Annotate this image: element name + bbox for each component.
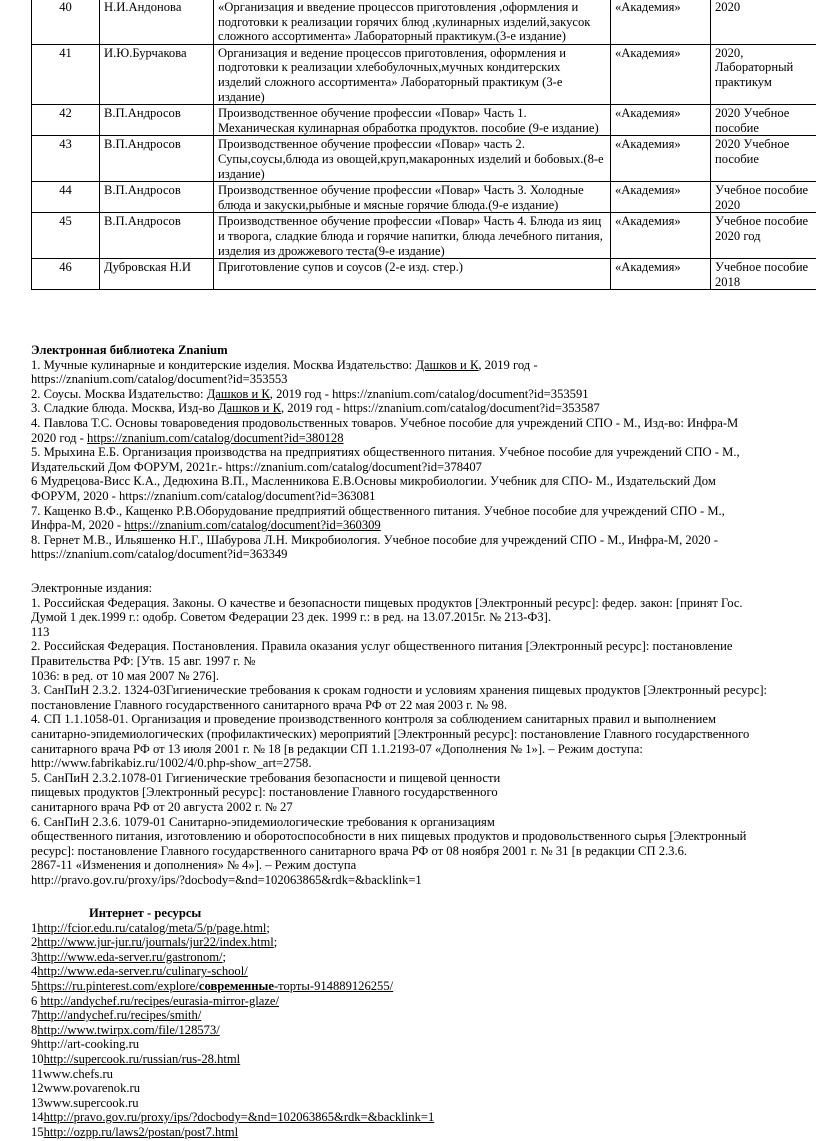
znanium-heading: Электронная библиотека Znanium bbox=[31, 343, 228, 357]
edition-6-cont2: ресурс]: постановление Главного государственного санитарного врача РФ от 08 ноября 2001 г. № 31 [в редакции СП 2.3.6. bbox=[31, 843, 688, 858]
internet-item bbox=[31, 1023, 791, 1038]
item-text: Инфра-М, 2020 - bbox=[31, 518, 125, 533]
resource-link[interactable]: http://andychef.ru/recipes/smith/ bbox=[37, 1008, 202, 1023]
internet-list bbox=[31, 921, 791, 1140]
literature-table-body bbox=[32, 0, 816, 290]
cell-num: 40 bbox=[32, 0, 100, 44]
internet-item bbox=[31, 994, 791, 1009]
electronic-editions-section bbox=[31, 581, 791, 887]
znanium-item-8-cont: https://znanium.com/catalog/document?id=363349 bbox=[31, 547, 288, 562]
cell-author: В.П.Андросов bbox=[100, 182, 214, 213]
resource-link[interactable]: https://ru.pinterest.com/explore/ bbox=[37, 978, 199, 993]
resource-link[interactable]: http://pravo.gov.ru/proxy/ips/?docbody=&nd=102063865&rdk=&backlink=1 bbox=[43, 1110, 435, 1125]
internet-item bbox=[31, 964, 791, 979]
znanium-item-7: 7. Кащенко В.Ф., Кащенко Р.В.Оборудование предприятий общественного питания. Учебное пособие для учреждений СПО - М., bbox=[31, 503, 725, 518]
cell-author: В.П.Андросов bbox=[100, 105, 214, 136]
znanium-item-1-url: https://znanium.com/catalog/document?id=353553 bbox=[31, 372, 288, 387]
cell-num: 43 bbox=[32, 136, 100, 182]
resource-link[interactable]: http://fcior.edu.ru/catalog/meta/5/p/page.html bbox=[37, 920, 267, 935]
znanium-item-4: 4. Павлова Т.С. Основы товароведения продовольственных товаров. Учебное пособие для учреждений СПО - М., Изд-во: Инфра-М bbox=[31, 415, 739, 430]
item-number: 15 bbox=[31, 1124, 44, 1139]
item-number: 14 bbox=[31, 1110, 44, 1125]
edition-1-page: 113 bbox=[31, 624, 50, 639]
edition-2-cont: Правительства РФ: [Утв. 15 авг. 1997 г. № bbox=[31, 653, 256, 668]
internet-item bbox=[31, 935, 791, 950]
item-number: 8 bbox=[31, 1022, 38, 1037]
item-number: 11 bbox=[31, 1066, 44, 1081]
znanium-item-6: 6 Мудрецова-Висс К.А., Дедюхина В.П., Масленникова Е.В.Основы микробиологии. Учебник для СПО- М., Издательский Дом bbox=[31, 474, 716, 489]
item-number: 6 bbox=[31, 993, 41, 1008]
edition-1: 1. Российская Федерация. Законы. О качестве и безопасности пищевых продуктов [Электронный ресурс]: федер. закон: [принят Гос. bbox=[31, 595, 743, 610]
znanium-item-2 bbox=[31, 387, 791, 402]
znanium-item-5: 5. Мрыхина Е.Б. Организация производства на предприятиях общественного питания. Учебное пособие для учреждений СПО - М., bbox=[31, 445, 740, 460]
znanium-item-5-cont: Издательский Дом ФОРУМ, 2021г.- https://znanium.com/catalog/document?id=378407 bbox=[31, 459, 482, 474]
cell-year: 2020 bbox=[711, 0, 816, 44]
cell-year: 2020, Лабораторный практикум bbox=[711, 44, 816, 104]
cell-publisher: «Академия» bbox=[611, 259, 711, 290]
edition-5-cont2: санитарного врача РФ от 20 августа 2002 г. № 27 bbox=[31, 799, 293, 814]
cell-publisher: «Академия» bbox=[611, 136, 711, 182]
cell-publisher: «Академия» bbox=[611, 44, 711, 104]
editions-heading: Электронные издания: bbox=[31, 581, 153, 595]
edition-3: 3. СанПиН 2.3.2. 1324-03Гигиенические требования к срокам годности и условиям хранения пищевых продуктов [Электронный ресурс]: bbox=[31, 683, 768, 698]
internet-resources-section bbox=[31, 906, 791, 1140]
table-row bbox=[32, 136, 816, 182]
item-number: 9 bbox=[31, 1037, 38, 1052]
cell-publisher: «Академия» bbox=[611, 182, 711, 213]
edition-1-cont: Думой 1 дек.1999 г.: одобр. Советом Федерации 23 дек. 1999 г.: в ред. на 13.07.2015г. № 213-ФЗ]. bbox=[31, 610, 551, 625]
znanium-item-8: 8. Гернет М.В., Ильяшенко Н.Г., Шабурова Л.Н. Микробиология. Учебное пособие для учреждений СПО - М., Инфра-М, 2020 - bbox=[31, 532, 718, 547]
item-number: 2 bbox=[31, 935, 38, 950]
resource-link[interactable]: http://www.eda-server.ru/culinary-school/ bbox=[37, 964, 248, 979]
znanium-section bbox=[31, 343, 791, 562]
internet-item bbox=[31, 1067, 791, 1082]
internet-item bbox=[31, 1052, 791, 1067]
item-number: 3 bbox=[31, 949, 38, 964]
item-text: , 2019 год - https://znanium.com/catalog/document?id=353587 bbox=[280, 401, 600, 416]
publisher-link[interactable]: Дашков и К bbox=[217, 401, 281, 416]
table-row bbox=[32, 44, 816, 104]
item-number: 12 bbox=[31, 1081, 44, 1096]
table-row bbox=[32, 213, 816, 259]
znanium-link[interactable]: https://znanium.com/catalog/document?id=380128 bbox=[87, 430, 344, 445]
cell-author: Н.И.Андонова bbox=[100, 0, 214, 44]
znanium-item-7-cont bbox=[31, 518, 791, 533]
edition-2: 2. Российская Федерация. Постановления. Правила оказания услуг общественного питания [Электронный ресурс]: постановление bbox=[31, 639, 733, 654]
cell-year: Учебное пособие 2018 bbox=[711, 259, 816, 290]
internet-item bbox=[31, 1110, 791, 1125]
internet-item bbox=[31, 921, 791, 936]
internet-item bbox=[31, 1008, 791, 1023]
item-text: 2. Соусы. Москва Издательство: bbox=[31, 386, 207, 401]
resource-link-tail[interactable]: -торты-914889126255/ bbox=[273, 978, 394, 993]
znanium-item-4-cont bbox=[31, 431, 791, 446]
resource-url: www.povarenok.ru bbox=[43, 1081, 141, 1096]
publisher-link[interactable]: Дашков и К bbox=[415, 357, 479, 372]
znanium-item-3 bbox=[31, 401, 791, 416]
cell-year: Учебное пособие 2020 год bbox=[711, 213, 816, 259]
resource-link-bold[interactable]: современные bbox=[198, 978, 274, 993]
internet-item bbox=[31, 1081, 791, 1096]
publisher-link[interactable]: Дашков и К bbox=[206, 386, 270, 401]
cell-title: Приготовление супов и соусов (2-е изд. стер.) bbox=[214, 259, 611, 290]
item-text: 2020 год - bbox=[31, 430, 88, 445]
item-text: , 2019 год - bbox=[478, 357, 538, 372]
cell-title: Производственное обучение профессии «Повар» Часть 3. Холодные блюда и закуски,рыбные и мясные горячие блюда.(9-е издание) bbox=[214, 182, 611, 213]
item-punct: ; bbox=[273, 935, 278, 950]
item-text: , 2019 год - https://znanium.com/catalog/document?id=353591 bbox=[269, 386, 589, 401]
cell-num: 41 bbox=[32, 44, 100, 104]
cell-title: Производственное обучение профессии «Повар» Часть 4. Блюда из яиц и творога, сладкие блюда и горячие напитки, блюда лечебного питания, изделия из дрожжевого теста(9-е издание) bbox=[214, 213, 611, 259]
item-number: 4 bbox=[31, 964, 38, 979]
edition-6: 6. СанПиН 2.3.6. 1079-01 Санитарно-эпидемиологические требования к организациям bbox=[31, 814, 495, 829]
internet-item bbox=[31, 979, 791, 994]
item-number: 7 bbox=[31, 1008, 38, 1023]
internet-item bbox=[31, 1037, 791, 1052]
cell-title: Производственное обучение профессии «Повар» Часть 1. Механическая кулинарная обработка продуктов. пособие (9-е издание) bbox=[214, 105, 611, 136]
edition-4: 4. СП 1.1.1058-01. Организация и проведение производственного контроля за соблюдением санитарных правил и выполнением bbox=[31, 712, 716, 727]
item-number: 5 bbox=[31, 978, 38, 993]
table-row bbox=[32, 259, 816, 290]
znanium-item-6-cont: ФОРУМ, 2020 - https://znanium.com/catalog/document?id=363081 bbox=[31, 488, 376, 503]
item-number: 10 bbox=[31, 1051, 44, 1066]
item-number: 1 bbox=[31, 920, 38, 935]
edition-5: 5. СанПиН 2.3.2.1078-01 Гигиенические требования безопасности и пищевой ценности bbox=[31, 770, 501, 785]
znanium-link[interactable]: https://znanium.com/catalog/document?id=360309 bbox=[124, 518, 381, 533]
cell-publisher: «Академия» bbox=[611, 0, 711, 44]
cell-num: 45 bbox=[32, 213, 100, 259]
edition-4-cont: санитарно-эпидемиологических (профилактических) мероприятий [Электронный ресурс]: постановление Главного государственного bbox=[31, 726, 750, 741]
table-row bbox=[32, 0, 816, 44]
edition-3-cont: постановление Главного государственного санитарного врача РФ от 22 мая 2003 г. № 98. bbox=[31, 697, 508, 712]
cell-title: «Организация и введение процессов приготовления ,оформления и подготовки к реализации горячих блюд ,кулинарных изделий,закусок сложного ассортимента» Лабораторный практикум.(3-е издание) bbox=[214, 0, 611, 44]
resource-url: http://art-cooking.ru bbox=[37, 1037, 140, 1052]
resource-link[interactable]: http://www.jur-jur.ru/journals/jur22/index.html bbox=[37, 935, 274, 950]
item-number: 13 bbox=[31, 1095, 44, 1110]
edition-6-cont: общественного питания, изготовлению и оборотоспособности в них пищевых продуктов и продовольственного сырья [Электронный bbox=[31, 829, 747, 844]
znanium-item-1 bbox=[31, 358, 791, 373]
table-row bbox=[32, 182, 816, 213]
cell-publisher: «Академия» bbox=[611, 105, 711, 136]
item-text: 1. Мучные кулинарные и кондитерские изделия. Москва Издательство: bbox=[31, 357, 416, 372]
cell-author: В.П.Андросов bbox=[100, 213, 214, 259]
resource-url: www.supercook.ru bbox=[43, 1095, 139, 1110]
resource-url: www.chefs.ru bbox=[43, 1066, 113, 1081]
cell-title: Производственное обучение профессии «Повар» часть 2. Супы,соусы,блюда из овощей,круп,макаронных изделий и бобовых.(8-е издание) bbox=[214, 136, 611, 182]
internet-item bbox=[31, 1096, 791, 1111]
resource-link[interactable]: http://andychef.ru/recipes/eurasia-mirror-glaze/ bbox=[40, 993, 280, 1008]
item-punct: ; bbox=[266, 920, 270, 935]
literature-table bbox=[31, 0, 816, 290]
resource-link[interactable]: http://www.eda-server.ru/gastronom/ bbox=[37, 949, 223, 964]
edition-6-cont3: 2867-11 «Изменения и дополнения» № 4»]. – Режим доступа bbox=[31, 858, 357, 873]
edition-4-url: http://www.fabrikabiz.ru/1002/4/0.php-show_art=2758. bbox=[31, 756, 312, 771]
internet-item bbox=[31, 1125, 791, 1140]
cell-author: Дубровская Н.И bbox=[100, 259, 214, 290]
item-text: 3. Сладкие блюда. Москва, Изд-во bbox=[31, 401, 218, 416]
cell-year: Учебное пособие 2020 bbox=[711, 182, 816, 213]
cell-year: 2020 Учебное пособие bbox=[711, 105, 816, 136]
item-punct: ; bbox=[222, 949, 227, 964]
cell-author: В.П.Андросов bbox=[100, 136, 214, 182]
cell-num: 42 bbox=[32, 105, 100, 136]
resource-link[interactable]: http://supercook.ru/russian/rus-28.html bbox=[43, 1051, 241, 1066]
edition-2-cont2: 1036: в ред. от 10 мая 2007 № 276]. bbox=[31, 668, 220, 683]
internet-heading: Интернет - ресурсы bbox=[89, 906, 202, 920]
cell-num: 46 bbox=[32, 259, 100, 290]
edition-4-cont2: санитарного врача РФ от 13 июля 2001 г. № 18 [в редакции СП 1.1.2193-07 «Дополнения № 1»]. – Режим доступа: bbox=[31, 741, 643, 756]
resource-link[interactable]: http://www.twirpx.com/file/128573/ bbox=[37, 1022, 220, 1037]
table-row bbox=[32, 105, 816, 136]
cell-title: Организация и ведение процессов приготовления, оформления и подготовки к реализации хлебобулочных,мучных кондитерских изделий сложного ассортимента» Лабораторный практикум (3-е издание) bbox=[214, 44, 611, 104]
cell-author: И.Ю.Бурчакова bbox=[100, 44, 214, 104]
internet-item bbox=[31, 950, 791, 965]
resource-link[interactable]: http://ozpp.ru/laws2/postan/post7.html bbox=[43, 1124, 239, 1139]
cell-year: 2020 Учебное пособие bbox=[711, 136, 816, 182]
edition-6-url: http://pravo.gov.ru/proxy/ips/?docbody=&nd=102063865&rdk=&backlink=1 bbox=[31, 872, 422, 887]
edition-5-cont: пищевых продуктов [Электронный ресурс]: постановление Главного государственного bbox=[31, 785, 498, 800]
cell-publisher: «Академия» bbox=[611, 213, 711, 259]
cell-num: 44 bbox=[32, 182, 100, 213]
